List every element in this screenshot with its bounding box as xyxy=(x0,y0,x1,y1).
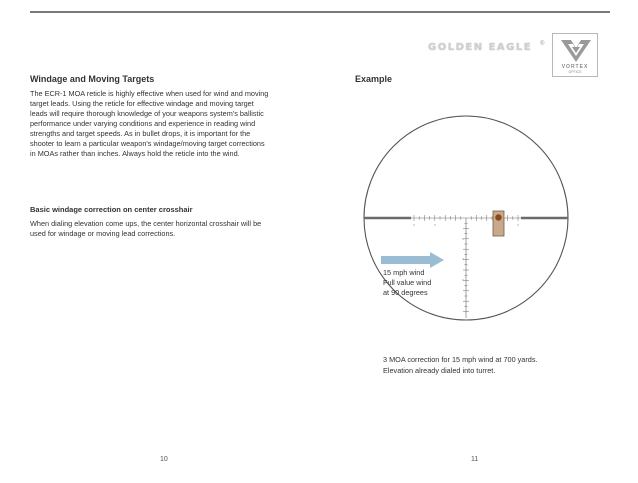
logo-wordmark: VORTEX xyxy=(561,64,589,70)
brand-registered-mark: ® xyxy=(540,41,545,47)
bullet-impact xyxy=(495,214,501,220)
wind-label-line: at 90 degrees xyxy=(383,288,428,297)
section-body-basic-windage: When dialing elevation come ups, the center horizontal crosshair will be used for windage or moving lead corrections. xyxy=(30,219,262,238)
page-number-right: 11 xyxy=(471,456,479,463)
section-body-windage: The ECR-1 MOA reticle is highly effective when used for wind and moving target leads. Using the reticle for effective windage and moving target leads will require thorough knowledge of your weapons system's ballistic performance under varying conditions and experience in reading wind strengths and target speeds. As in bullet drops, it is important for the shooter to learn a particular weapon's windage/moving target corrections in MOAs rather than inches. Always hold the reticle into the wind. xyxy=(30,89,269,158)
reticle-number-dot xyxy=(462,258,463,259)
reticle-number-dot xyxy=(434,224,435,225)
page-number-left: 10 xyxy=(160,456,168,463)
reticle-number-dot xyxy=(413,224,414,225)
reticle-number-dot xyxy=(517,224,518,225)
example-caption: 3 MOA correction for 15 mph wind at 700 yards. Elevation already dialed into turret. xyxy=(383,355,538,375)
section-heading-basic-windage: Basic windage correction on center crosshair xyxy=(30,205,193,214)
example-heading: Example xyxy=(355,74,393,84)
wind-label xyxy=(383,268,431,298)
logo-subtitle: OPTICS xyxy=(568,70,582,74)
reticle-number-dot xyxy=(462,279,463,280)
wind-label-line: Full value wind xyxy=(383,278,432,287)
wind-label-line: 15 mph wind xyxy=(383,268,425,277)
section-heading-windage: Windage and Moving Targets xyxy=(30,74,155,84)
wind-arrow xyxy=(381,252,444,268)
reticle-number-dot xyxy=(462,238,463,239)
brand-name: GOLDEN EAGLE xyxy=(428,42,533,53)
